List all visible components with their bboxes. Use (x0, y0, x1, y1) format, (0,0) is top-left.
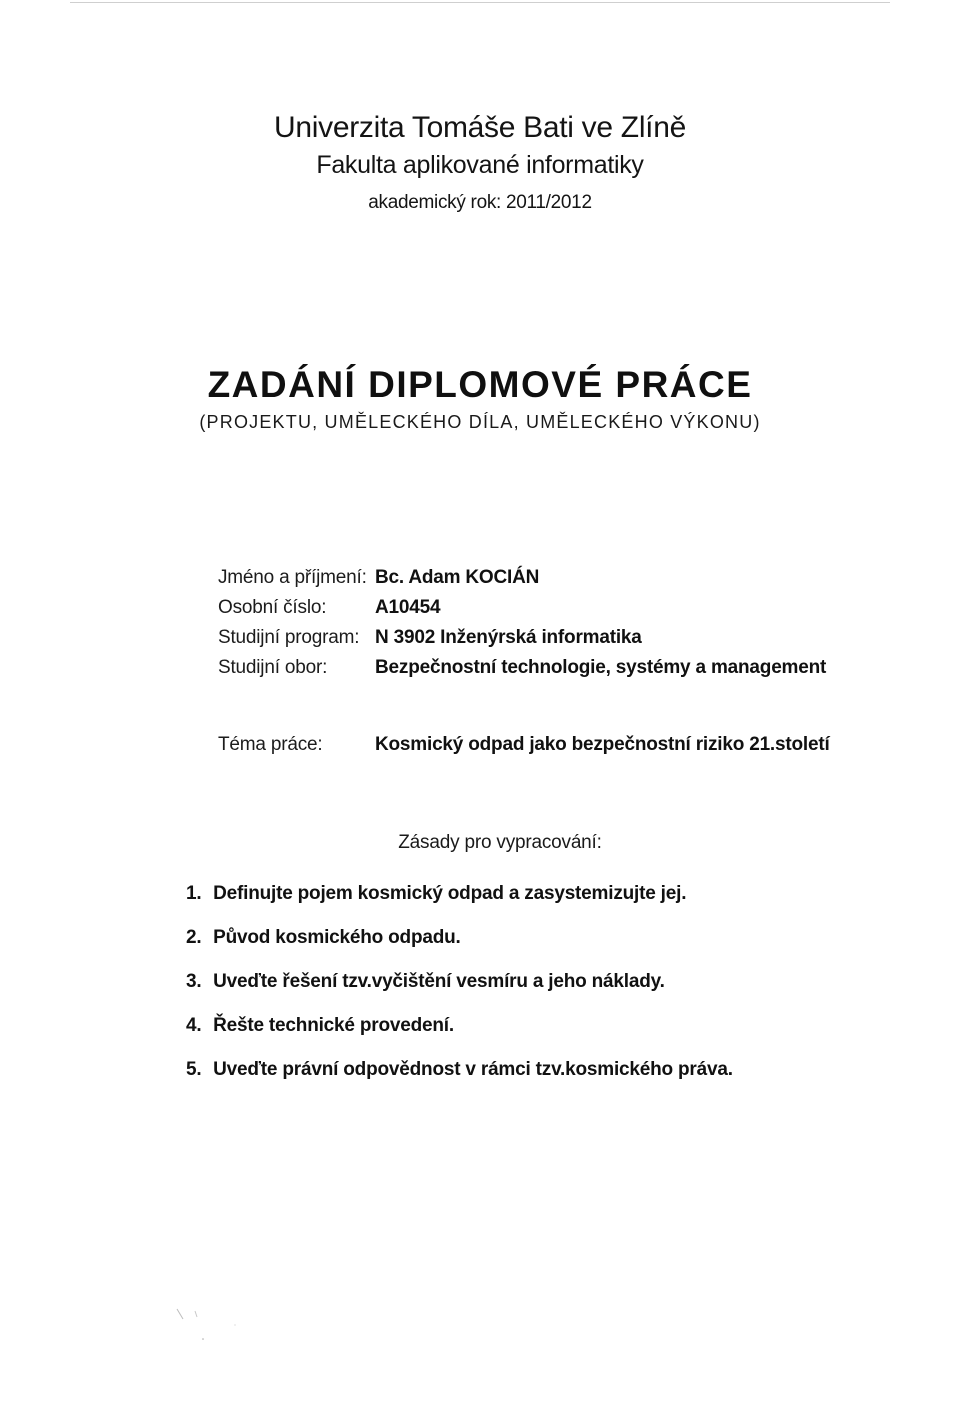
item-text: Uveďte řešení tzv.vyčištění vesmíru a jeho náklady. (213, 971, 665, 992)
list-item (186, 960, 960, 1004)
info-row-name (218, 563, 838, 593)
info-value: A10454 (375, 597, 441, 618)
item-text: Uveďte právní odpovědnost v rámci tzv.kosmického práva. (213, 1059, 733, 1080)
info-row-topic (218, 730, 838, 760)
info-row-study-program (218, 623, 838, 653)
principles-section (0, 828, 960, 1092)
faculty-name: Fakulta aplikované informatiky (316, 151, 644, 179)
info-value: Kosmický odpad jako bezpečnostní riziko 21.století (375, 734, 830, 755)
info-label: Osobní číslo: (218, 597, 327, 618)
info-value: Bc. Adam KOCIÁN (375, 567, 540, 588)
list-item (186, 1004, 960, 1048)
list-item (186, 1048, 960, 1092)
scan-specks (175, 1305, 245, 1345)
info-label: Téma práce: (218, 734, 323, 755)
item-number: 3. (186, 971, 202, 992)
list-item (186, 872, 960, 916)
principles-list (0, 872, 960, 1092)
item-number: 2. (186, 927, 202, 948)
info-label: Studijní program: (218, 627, 360, 648)
info-value: N 3902 Inženýrská informatika (375, 627, 642, 648)
item-number: 4. (186, 1015, 202, 1036)
info-label: Jméno a příjmení: (218, 567, 367, 588)
item-text: Řešte technické provedení. (213, 1015, 454, 1036)
item-number: 1. (186, 883, 202, 904)
scan-edge-line (70, 2, 890, 3)
info-value: Bezpečnostní technologie, systémy a management (375, 657, 827, 678)
item-text: Definujte pojem kosmický odpad a zasystemizujte jej. (213, 883, 687, 904)
title-block (0, 362, 960, 436)
info-row-personal-number (218, 593, 838, 623)
academic-year: akademický rok: 2011/2012 (368, 192, 592, 213)
item-number: 5. (186, 1059, 202, 1080)
list-item (186, 916, 960, 960)
document-subtitle: (PROJEKTU, UMĚLECKÉHO DÍLA, UMĚLECKÉHO VÝKONU) (199, 412, 761, 432)
university-name: Univerzita Tomáše Bati ve Zlíně (274, 111, 686, 144)
header (0, 108, 960, 220)
document-title: ZADÁNÍ DIPLOMOVÉ PRÁCE (207, 364, 753, 405)
info-row-study-field (218, 653, 838, 683)
info-label: Studijní obor: (218, 657, 328, 678)
principles-heading: Zásady pro vypracování: (398, 832, 602, 853)
item-text: Původ kosmického odpadu. (213, 927, 461, 948)
student-info (218, 563, 838, 760)
